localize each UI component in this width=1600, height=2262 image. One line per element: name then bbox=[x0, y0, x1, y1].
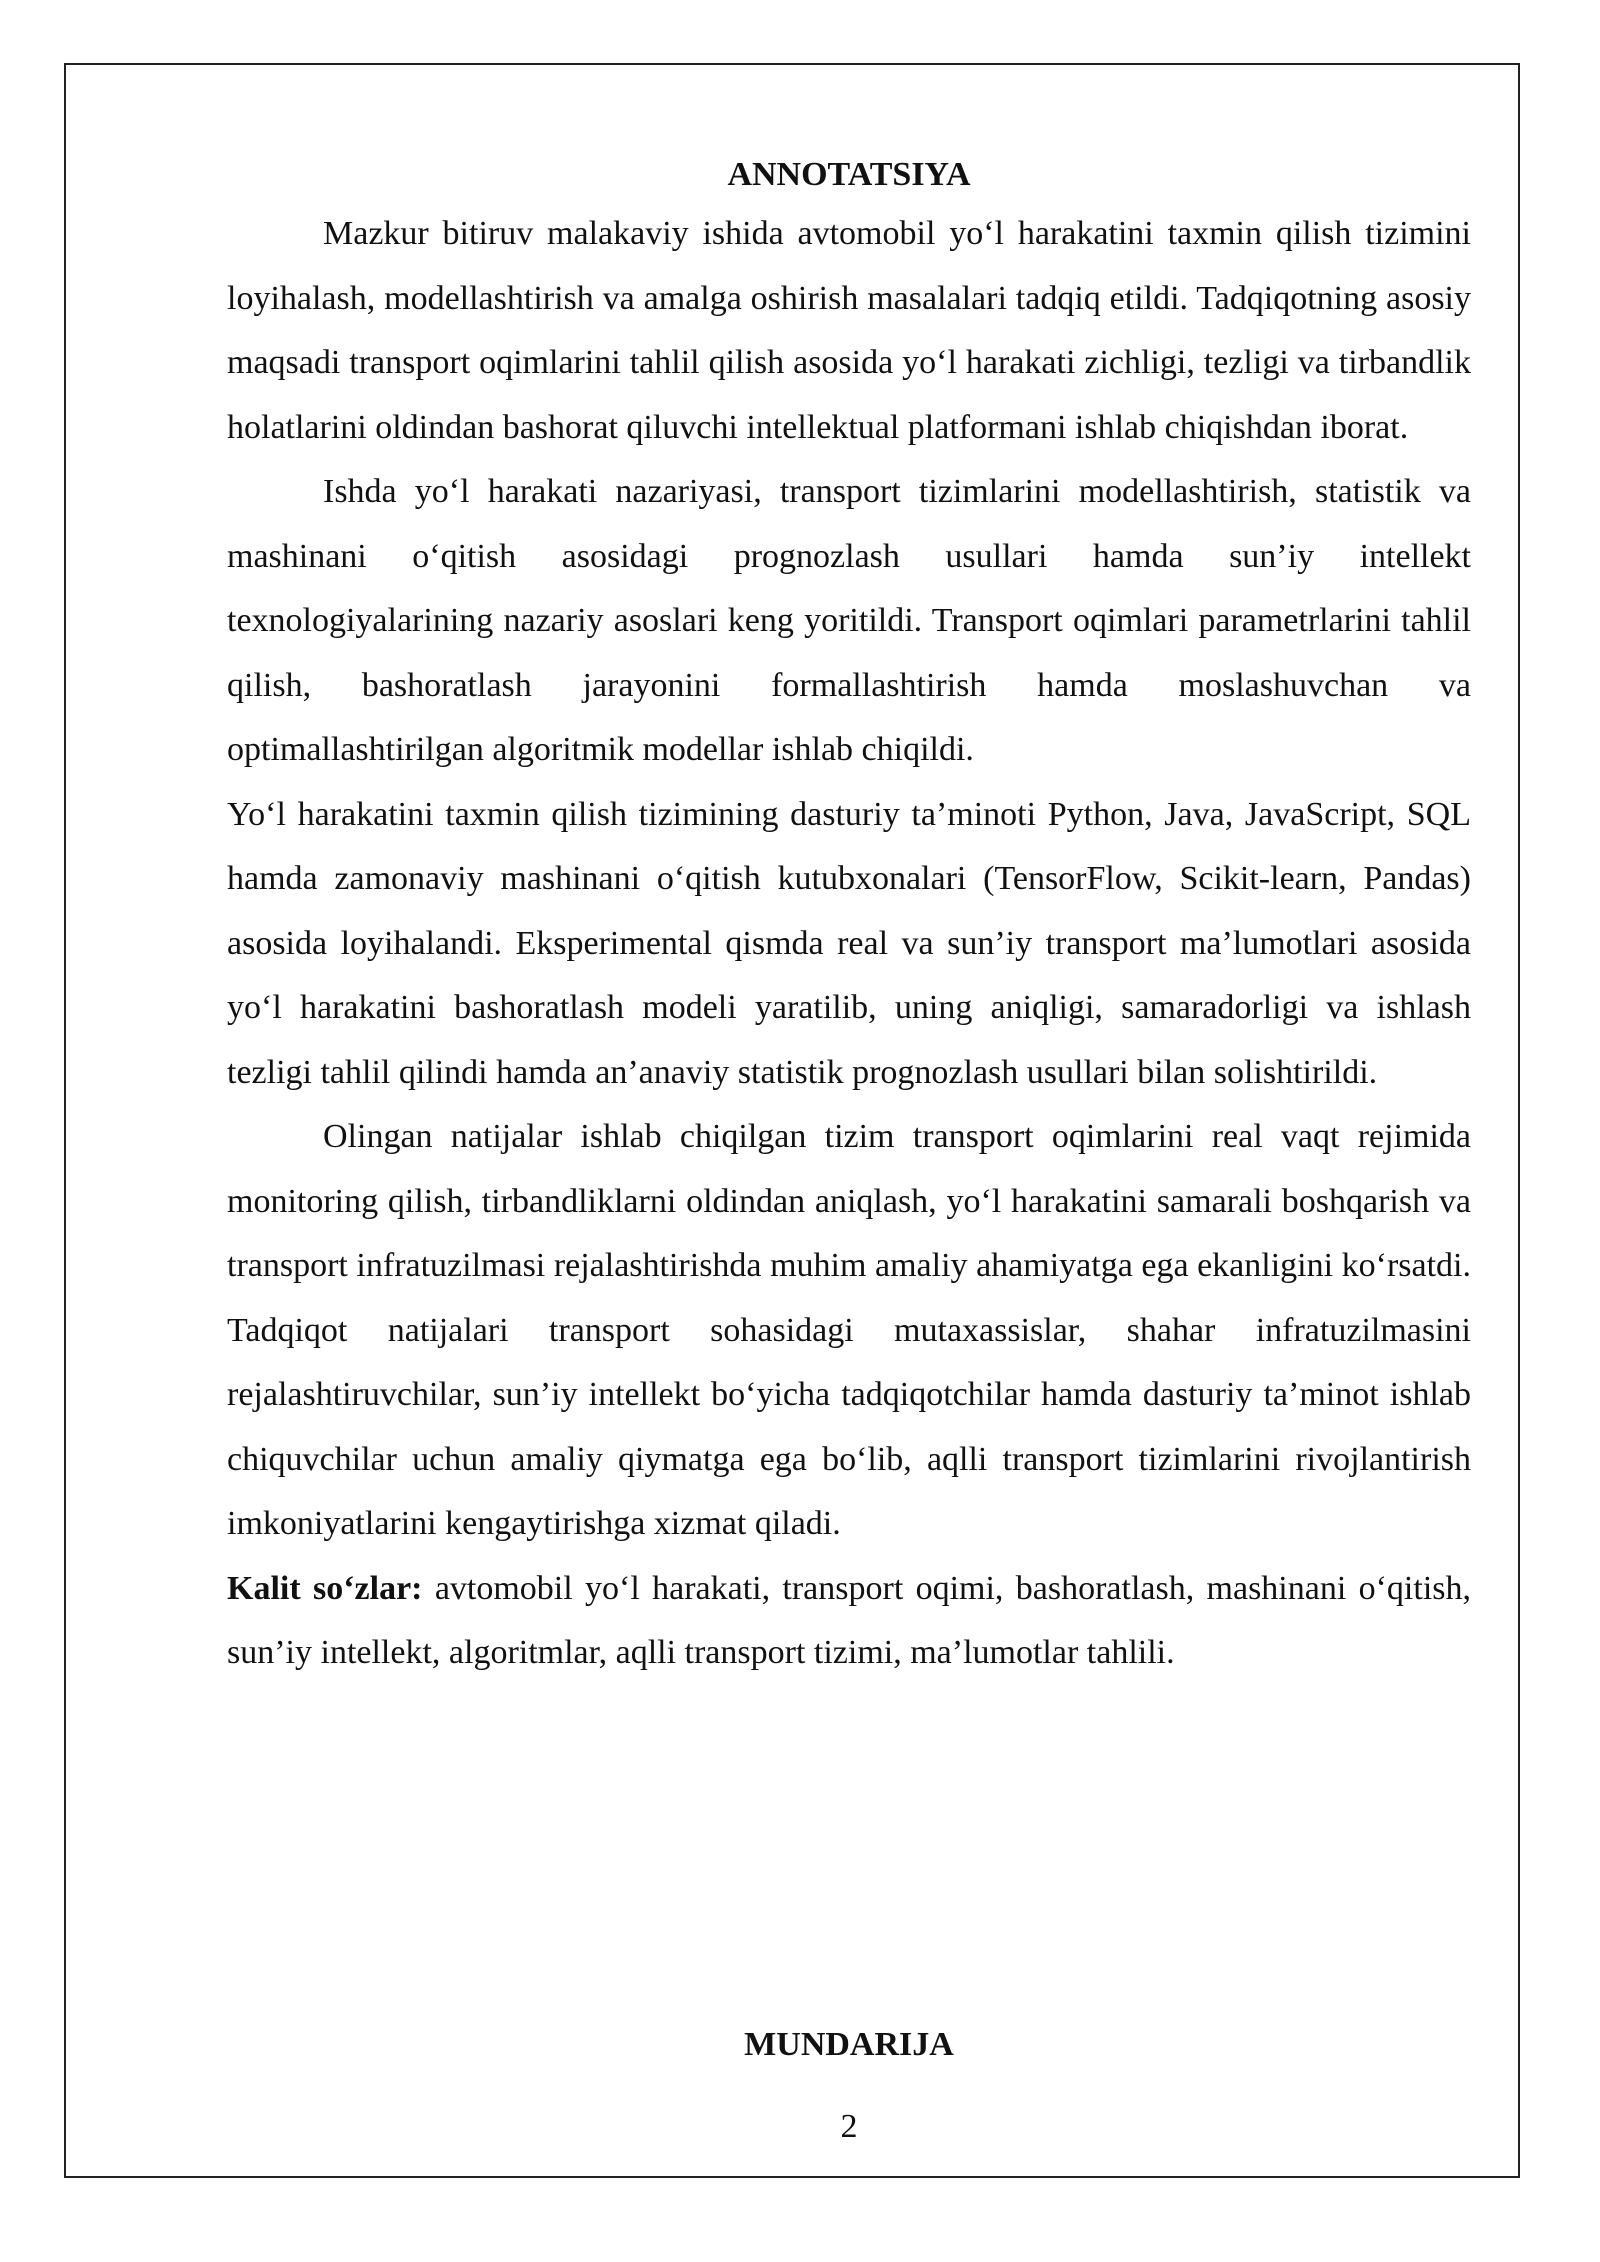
paragraph-theory: Ishda yo‘l harakati nazariyasi, transport tizimlarini modellashtirish, statistik va mashinani o‘qitish asosidagi prognozlash usullari hamda sun’iy intellekt texnologiyalarining nazariy asoslari keng yoritildi. Transport oqimlari parametrlarini tahlil qilish, bashoratlash jarayonini formallashtirish hamda moslashuvchan va optimallashtirilgan algoritmik modellar ishlab chiqildi. bbox=[227, 473, 1471, 768]
keywords-label: Kalit so‘zlar: bbox=[227, 1569, 423, 1607]
table-of-contents-title: MUNDARIJA bbox=[744, 2026, 954, 2063]
page-number: 2 bbox=[840, 2108, 858, 2145]
paragraph-results: Olingan natijalar ishlab chiqilgan tizim transport oqimlarini real vaqt rejimida monitoring qilish, tirbandliklarni oldindan aniqlash, yo‘l harakatini samarali boshqarish va transport infratuzilmasi rejalashtirishda muhim amaliy ahamiyatga ega ekanligini ko‘rsatdi. Tadqiqot natijalari transport sohasidagi mutaxassislar, shahar infratuzilmasini rejalashtiruvchilar, sun’iy intellekt bo‘yicha tadqiqotchilar hamda dasturiy ta’minot ishlab chiquvchilar uchun amaliy qiymatga ega bo‘lib, aqlli transport tizimlarini rivojlantirish imkoniyatlarini kengaytirishga xizmat qiladi. bbox=[227, 1118, 1471, 1542]
paragraph-software: Yo‘l harakatini taxmin qilish tizimining dasturiy ta’minoti Python, Java, JavaScript, SQL hamda zamonaviy mashinani o‘qitish kutubxonalari (TensorFlow, Scikit-learn, Pandas) asosida loyihalandi. Eksperimental qismda real va sun’iy transport ma’lumotlari asosida yo‘l harakatini bashoratlash modeli yaratilib, uning aniqligi, samaradorligi va ishlash tezligi tahlil qilindi hamda an’anaviy statistik prognozlash usullari bilan solishtirildi. bbox=[227, 795, 1471, 1091]
section-title: ANNOTATSIYA bbox=[727, 156, 971, 193]
keywords-paragraph bbox=[227, 1557, 1471, 1686]
annotation-section bbox=[227, 148, 1471, 1686]
paragraph-intro: Mazkur bitiruv malakaviy ishida avtomobil yo‘l harakatini taxmin qilish tizimini loyihalash, modellashtirish va amalga oshirish masalalari tadqiq etildi. Tadqiqotning asosiy maqsadi transport oqimlarini tahlil qilish asosida yo‘l harakati zichligi, tezligi va tirbandlik holatlarini oldindan bashorat qiluvchi intellektual platformani ishlab chiqishdan iborat. bbox=[227, 215, 1471, 446]
keywords-text: avtomobil yo‘l harakati, transport oqimi, bashoratlash, mashinani o‘qitish, sun’iy intellekt, algoritmlar, aqlli transport tizimi, ma’lumotlar tahlili. bbox=[227, 1569, 1471, 1671]
